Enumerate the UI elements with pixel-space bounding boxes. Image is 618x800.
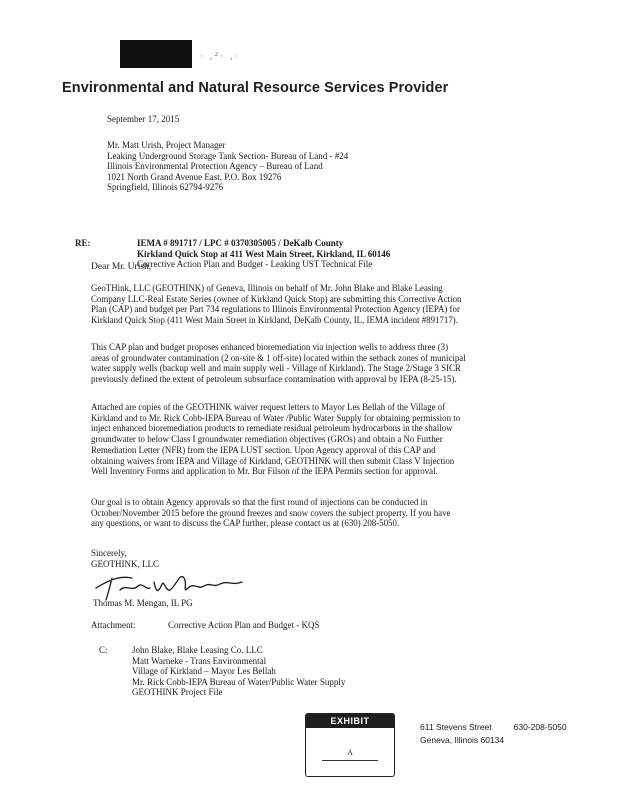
paragraph-line: areas of groundwater contamination (2 on-site & 1 off-site) located within the setback zones of municipal xyxy=(91,352,466,363)
paragraph-2 xyxy=(91,342,523,385)
logo-marks: · ,²· ,· xyxy=(200,52,240,62)
paragraph-line: water supply wells (backup well and main supply well - Village of Kirkland). The Stage 2/Stage 3 SICR xyxy=(91,363,461,374)
re-line-site: Kirkland Quick Stop at 411 West Main Street, Kirkland, IL 60146 xyxy=(137,248,391,259)
exhibit-letter: A xyxy=(347,748,353,757)
paragraph-line: Plan (CAP) and budget per Part 734 regulations to Illinois Environmental Protection Agency (IEPA) for xyxy=(91,304,460,315)
paragraph-line: October/November 2015 before the ground freezes and snow covers the subject property. If you have xyxy=(91,507,451,518)
paragraph-line: previously defined the extent of petroleum subsurface contamination with approval by IEPA (8-25-15). xyxy=(91,374,457,385)
paragraph-line: any questions, or want to discuss the CAP further, please contact us at (630) 208-5050. xyxy=(91,518,400,529)
letterhead-title: Environmental and Natural Resource Services Provider xyxy=(62,80,449,96)
signer-name: Thomas M. Mengan, IL PG xyxy=(93,598,193,608)
signoff-block xyxy=(91,548,159,569)
cc-label: C: xyxy=(99,645,108,655)
re-block xyxy=(137,238,390,270)
paragraph-line: This CAP plan and budget proposes enhanced bioremediation via injection wells to address three (3) xyxy=(91,342,449,352)
exhibit-sticker xyxy=(305,713,395,777)
paragraph-3 xyxy=(91,402,523,477)
cc-item: Mr. Rick Cobb-IEPA Bureau of Water/Public Water Supply xyxy=(132,676,346,687)
paragraph-line: Remediation Letter (NFR) from the IEPA LUST section. Upon Agency approval of this CAP and xyxy=(91,444,436,455)
paragraph-line: Kirkland Quick Stop (411 West Main Street in Kirkland, DeKalb County, IL, IEMA incident #891717). xyxy=(91,315,458,326)
recipient-address xyxy=(107,140,348,193)
salutation: Dear Mr. Urish, xyxy=(91,262,152,272)
re-line-ids: IEMA # 891717 / LPC # 0370305005 / DeKalb County xyxy=(137,238,344,248)
paragraph-line: Kirkland and to Mr. Rick Cobb-IEPA Bureau of Water /Public Water Supply for obtaining permission to xyxy=(91,412,461,423)
paragraph-line: Our goal is to obtain Agency approvals so that the first round of injections can be conducted in xyxy=(91,497,428,507)
footer-city: Geneva, Illinois 60134 xyxy=(420,735,505,745)
recipient-line: Mr. Matt Urish, Project Manager xyxy=(107,140,226,150)
paragraph-line: Attached are copies of the GEOTHINK waiver request letters to Mayor Les Bellah of the Village of xyxy=(91,402,446,412)
paragraph-1 xyxy=(91,283,523,326)
attachment-label: Attachment: xyxy=(91,620,136,630)
closing: Sincerely, xyxy=(91,548,127,558)
letter-date: September 17, 2015 xyxy=(107,114,180,124)
paragraph-line: obtaining waivers from IEPA and Village of Kirkland, GEOTHINK will then submit Class V Injection xyxy=(91,455,455,466)
company-name: GEOTHINK, LLC xyxy=(91,558,159,569)
paragraph-4 xyxy=(91,497,523,529)
paragraph-line: groundwater to below Class I groundwater remediation objectives (GROs) and obtain a No Further xyxy=(91,434,443,445)
paragraph-line: Company LLC-Real Estate Series (owner of Kirkland Quick Stop) are submitting this Corrective Action xyxy=(91,293,462,304)
recipient-line: 1021 North Grand Avenue East, P.O. Box 19276 xyxy=(107,171,282,182)
cc-item: GEOTHINK Project File xyxy=(132,687,223,697)
redacted-logo-block xyxy=(120,40,192,68)
exhibit-label: EXHIBIT xyxy=(306,714,394,728)
footer-address xyxy=(420,721,567,747)
re-line-subject: Corrective Action Plan and Budget - Leaking UST Technical File xyxy=(137,259,373,269)
paragraph-line: Well Inventory Forms and application to Mr. Bur Filson of the IEPA Permits section for approval. xyxy=(91,466,438,477)
cc-item: Village of Kirkland – Mayor Les Bellah xyxy=(132,666,276,676)
paragraph-line: GeoTHink, LLC (GEOTHINK) of Geneva, Illinois on behalf of Mr. John Blake and Blake Leasing xyxy=(91,283,443,293)
recipient-line: Springfield, Illinois 62794-9276 xyxy=(107,182,224,192)
cc-list xyxy=(132,645,345,698)
re-label: RE: xyxy=(75,238,91,248)
exhibit-rule xyxy=(322,760,378,761)
recipient-line: Illinois Environmental Protection Agency – Bureau of Land xyxy=(107,161,323,171)
footer-street: 611 Stevens Street xyxy=(420,722,492,732)
footer-phone: 630-208-5050 xyxy=(513,722,567,732)
cc-item: Matt Warneke - Trans Environmental xyxy=(132,655,267,666)
attachment-value: Corrective Action Plan and Budget - KQS xyxy=(168,620,320,630)
cc-item: John Blake, Blake Leasing Co. LLC xyxy=(132,645,263,655)
paragraph-line: inject enhanced bioremediation products to remediate residual petroleum hydrocarbons in the shallow xyxy=(91,423,453,434)
recipient-line: Leaking Underground Storage Tank Section- Bureau of Land - #24 xyxy=(107,150,349,161)
